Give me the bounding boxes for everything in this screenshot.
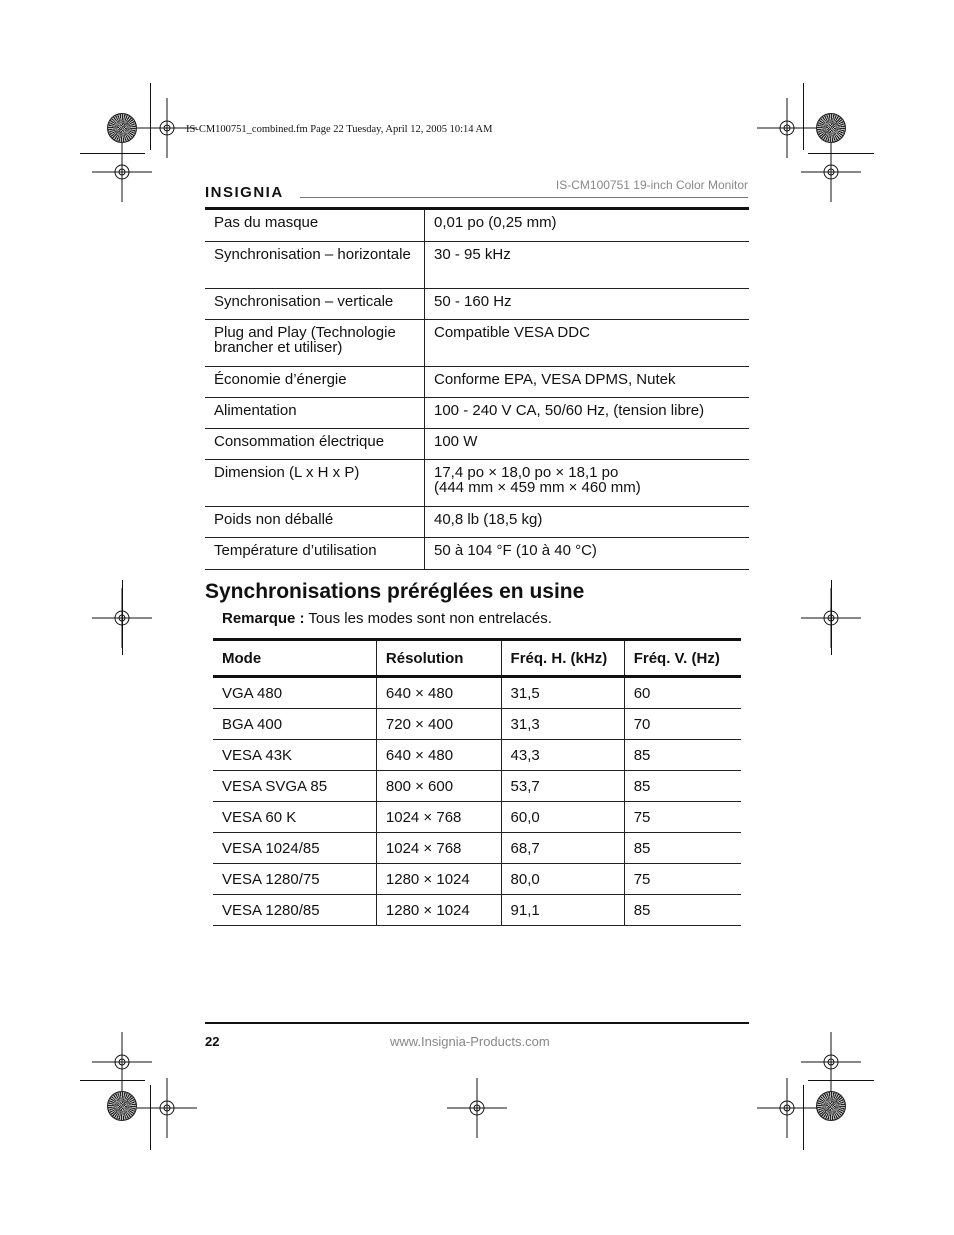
table-row (213, 802, 741, 833)
footer-rule (205, 1022, 749, 1024)
spec-value (425, 397, 750, 428)
document-title: IS-CM100751 19-inch Color Monitor (555, 178, 748, 192)
table-row (213, 895, 741, 926)
table-cell: BGA 400 (213, 709, 376, 740)
spec-value-line: Conforme EPA, VESA DPMS, Nutek (434, 370, 676, 388)
spec-label: Dimension (L x H x P) (205, 459, 425, 506)
table-cell: 1024 × 768 (376, 833, 501, 864)
spec-row (205, 537, 749, 569)
spec-value (425, 241, 750, 288)
spec-row (205, 210, 749, 241)
spec-value-line: 100 - 240 V CA, 50/60 Hz, (tension libre) (434, 401, 705, 419)
table-cell: VESA 1280/85 (213, 895, 376, 926)
column-header: Mode (213, 641, 376, 677)
table-cell: 1024 × 768 (376, 802, 501, 833)
table-cell: 85 (624, 740, 741, 771)
print-info: IS-CM100751_combined.fm Page 22 Tuesday, April 12, 2005 10:14 AM (186, 124, 493, 135)
spec-label: Alimentation (205, 397, 425, 428)
table-cell: 85 (624, 771, 741, 802)
preset-modes-table (213, 641, 741, 926)
table-cell: 1280 × 1024 (376, 895, 501, 926)
spec-label: Synchronisation – horizontale (205, 241, 425, 288)
spec-label: Température d’utilisation (205, 537, 425, 569)
table-cell: 60,0 (501, 802, 624, 833)
table-cell: VGA 480 (213, 677, 376, 709)
spec-value-line: 50 - 160 Hz (434, 292, 512, 310)
spec-value (425, 288, 750, 319)
spec-row (205, 459, 749, 506)
registration-rosette-icon (107, 1091, 137, 1121)
spec-value-line: 0,01 po (0,25 mm) (434, 214, 557, 231)
table-cell: VESA SVGA 85 (213, 771, 376, 802)
spec-row (205, 288, 749, 319)
spec-value-line: 40,8 lb (18,5 kg) (434, 510, 543, 528)
table-cell: 640 × 480 (376, 677, 501, 709)
table-cell: 31,3 (501, 709, 624, 740)
table-cell: 31,5 (501, 677, 624, 709)
table-cell: 800 × 600 (376, 771, 501, 802)
header-divider (300, 197, 748, 198)
table-cell: VESA 60 K (213, 802, 376, 833)
brand-logo: INSIGNIA (205, 184, 284, 201)
spec-value-line: (444 mm × 459 mm × 460 mm) (434, 478, 641, 496)
crop-line (808, 1080, 874, 1081)
crop-line (80, 1080, 145, 1081)
column-header: Fréq. H. (kHz) (501, 641, 624, 677)
table-row (213, 677, 741, 709)
spec-value-line: 17,4 po × 18,0 po × 18,1 po (434, 463, 619, 481)
table-cell: 85 (624, 833, 741, 864)
section-heading: Synchronisations préréglées en usine (205, 580, 585, 603)
registration-target-icon (447, 1078, 507, 1138)
registration-target-icon (801, 142, 861, 202)
table-cell: 640 × 480 (376, 740, 501, 771)
spec-label: Synchronisation – verticale (205, 288, 425, 319)
table-cell: VESA 1024/85 (213, 833, 376, 864)
table-cell: 53,7 (501, 771, 624, 802)
table-cell: 75 (624, 802, 741, 833)
registration-target-icon (137, 1078, 197, 1138)
note-label: Remarque : (222, 610, 305, 627)
table-cell: 720 × 400 (376, 709, 501, 740)
registration-target-icon (757, 1078, 817, 1138)
table-cell: VESA 1280/75 (213, 864, 376, 895)
table-cell: 43,3 (501, 740, 624, 771)
table-cell: VESA 43K (213, 740, 376, 771)
crop-line (831, 580, 832, 655)
spec-row (205, 397, 749, 428)
spec-value (425, 537, 750, 569)
crop-line (803, 1085, 804, 1150)
table-cell: 60 (624, 677, 741, 709)
spec-row (205, 428, 749, 459)
spec-value (425, 428, 750, 459)
spec-value (425, 366, 750, 397)
crop-line (808, 153, 874, 154)
spec-row (205, 319, 749, 366)
table-header-row (213, 641, 741, 677)
table-row (213, 740, 741, 771)
table-cell: 70 (624, 709, 741, 740)
spec-value-line: 30 - 95 kHz (434, 245, 511, 263)
spec-value (425, 506, 750, 537)
spec-label: Poids non déballé (205, 506, 425, 537)
spec-label: Plug and Play (Technologie brancher et utiliser) (205, 319, 425, 366)
table-row (213, 771, 741, 802)
registration-rosette-icon (107, 113, 137, 143)
crop-line (80, 153, 145, 154)
table-cell: 80,0 (501, 864, 624, 895)
table-cell: 85 (624, 895, 741, 926)
table-row (213, 709, 741, 740)
spec-label: Pas du masque (205, 210, 425, 241)
table-cell: 1280 × 1024 (376, 864, 501, 895)
footer-url: www.Insignia-Products.com (390, 1034, 550, 1049)
specifications-table (205, 210, 749, 570)
page-number: 22 (205, 1034, 220, 1049)
note-text: Tous les modes sont non entrelacés. (304, 610, 552, 627)
spec-row (205, 241, 749, 288)
spec-value-line: Compatible VESA DDC (434, 323, 590, 341)
table-cell: 91,1 (501, 895, 624, 926)
spec-value-line: 100 W (434, 432, 478, 450)
column-header: Fréq. V. (Hz) (624, 641, 741, 677)
spec-label: Consommation électrique (205, 428, 425, 459)
registration-rosette-icon (816, 113, 846, 143)
spec-value-line: 50 à 104 °F (10 à 40 °C) (434, 541, 597, 559)
registration-rosette-icon (816, 1091, 846, 1121)
spec-row (205, 366, 749, 397)
crop-line (150, 83, 151, 150)
table-cell: 68,7 (501, 833, 624, 864)
table-row (213, 833, 741, 864)
table-cell: 75 (624, 864, 741, 895)
crop-line (803, 83, 804, 150)
spec-row (205, 506, 749, 537)
column-header: Résolution (376, 641, 501, 677)
crop-line (150, 1085, 151, 1150)
spec-value (425, 459, 750, 506)
registration-target-icon (92, 142, 152, 202)
spec-value (425, 319, 750, 366)
note (222, 610, 552, 627)
spec-label: Économie d’énergie (205, 366, 425, 397)
crop-line (122, 580, 123, 655)
spec-value (425, 210, 750, 241)
table-row (213, 864, 741, 895)
